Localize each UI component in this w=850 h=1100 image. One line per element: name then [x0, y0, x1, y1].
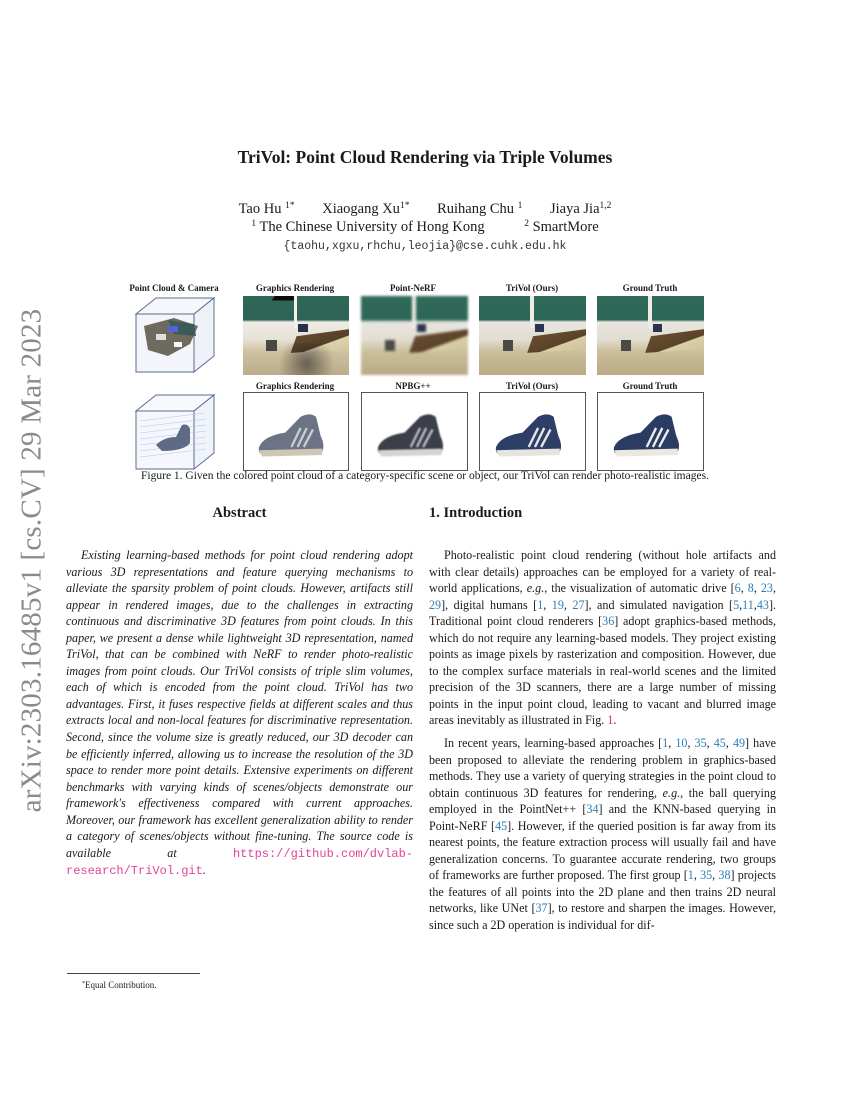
citation-link[interactable]: 37	[535, 901, 548, 916]
citation-link[interactable]: 49	[732, 736, 746, 751]
body-text: .	[613, 713, 617, 728]
arxiv-stamp	[12, 287, 52, 833]
figure-reference-link[interactable]: 1	[607, 713, 614, 728]
graphics-rendering-shoe-image	[243, 392, 349, 471]
body-text: ] adopt graphics-based methods, which do not require any learning-based models. They project existing points as image pixels by rasterization and composition. However, due to the complex surface materials in real-world scenes and the limited precision of the 3D scanners, there are a large number of missing points in the input point cloud, leading to vacant and blurred image areas inevitably as illustrated in Fig.	[429, 614, 776, 728]
affiliation-list	[0, 219, 850, 236]
ground-truth-scene-image	[597, 296, 704, 375]
body-text: ] have been proposed to alleviate the rendering problem in graphics-based methods. They use a variety of querying strategies in the point cloud to obtain continuous 3D features for rendering,	[429, 736, 776, 800]
body-text: ]. Traditional point cloud renderers [	[429, 597, 777, 629]
author: Xiaogang $Xu^{1*}$	[322, 201, 410, 217]
figure-label: Graphics Rendering	[255, 283, 335, 293]
point-cloud-shoe-cube	[134, 393, 216, 471]
body-text: ,	[740, 581, 748, 596]
citation-link[interactable]: 36	[602, 614, 615, 629]
paper-title: TriVol: Point Cloud Rendering via Triple Volumes	[237, 147, 613, 167]
body-text: ] projects the features of all points into the 2D plane and then trains 2D neural networks, like UNet [	[429, 868, 777, 916]
affiliation: $^2$ SmartMore	[524, 219, 599, 235]
body-text: ,	[687, 736, 695, 751]
footnote: *Equal Contribution.	[82, 980, 157, 990]
ground-truth-shoe-image	[597, 392, 704, 471]
citation-link[interactable]: 1	[537, 597, 544, 612]
abstract-heading: Abstract	[212, 505, 267, 521]
body-text: ] and the KNN-based querying in Point-NeRF [	[429, 802, 776, 833]
introduction-heading: 1. Introduction	[429, 505, 523, 521]
abstract-text: Existing learning-based methods for point cloud rendering adopt various 3D representations and feature querying mechanisms to alleviate the sparsity problem of point clouds. However, artifacts still appear in rendered images, due to the challenges in extracting continuous and discriminative 3D features from point clouds. In this paper, we present a dense while lightweight 3D representation, named TriVol, that can be combined with NeRF to render photo-realistic images from point clouds. Our TriVol consists of triple slim volumes, each of which is encoded from the point cloud. TriVol has two advantages. First, it fuses respective fields at different scales and thus extracts local and non-local features for discriminative representation. Second, since the volume size is greatly reduced, our 3D decoder can be efficiently inferred, allowing us to increase the resolution of the 3D space to render more point details. Extensive experiments on different benchmarks with varying kinds of scenes/objects demonstrate our framework's effectiveness compared with current approaches. Moreover, our framework has excellent generalization ability to render a category of scenes/objects without fine-tuning. The source code is available at https://github.com/dvlab-research/TriVol.git.	[66, 548, 413, 879]
author: Ruihang Chu $^1$	[437, 201, 523, 217]
body-text: ,	[563, 597, 573, 612]
figure-label: TriVol (Ours)	[505, 283, 559, 293]
trivol-shoe-image	[479, 392, 586, 471]
body-text: ,	[753, 597, 757, 612]
citation-link[interactable]: 19	[551, 597, 564, 612]
citation-link[interactable]: 45	[495, 818, 508, 833]
body-text: ]. However, if the queried position is far away from its nearest points, the feature extraction process will usually fail and have generalization concerns. To guarantee accurate rendering, two groups of frameworks are further proposed. The first group [	[429, 818, 776, 883]
body-text: , the ball querying employed in the PointNet++ [	[429, 785, 776, 817]
figure-label: Point Cloud & Camera	[129, 283, 219, 293]
figure-label: Graphics Rendering	[255, 381, 335, 391]
footnote-rule	[67, 973, 200, 974]
figure-label: TriVol (Ours)	[505, 381, 559, 391]
italic-text: e.g.	[526, 581, 545, 596]
body-text: ], digital humans [	[441, 597, 538, 612]
body-text: ,	[725, 736, 733, 751]
body-text: ,	[772, 581, 776, 596]
figure-label: Point-NeRF	[390, 283, 436, 293]
body-text: , the visualization of automatic drive [	[544, 581, 735, 596]
figure-label: Ground Truth	[622, 283, 678, 293]
citation-link[interactable]: 34	[586, 802, 599, 817]
author-emails: {taohu,xgxu,rhchu,leojia}@cse.cuhk.edu.hk	[283, 240, 567, 253]
body-text: ,	[753, 581, 761, 596]
introduction-section	[429, 505, 776, 934]
author: Jiaya Jia$^{1,2}$	[550, 201, 612, 217]
citation-link[interactable]: 8	[747, 581, 754, 596]
graphics-rendering-scene-image	[243, 296, 349, 375]
body-text: Photo-realistic point cloud rendering (without hole artifacts and with clear details) approaches can be employed for a variety of real-world applications,	[429, 548, 776, 596]
body-text: ,	[693, 868, 701, 883]
point-cloud-scene-cube	[134, 296, 216, 374]
body-text: ,	[668, 736, 676, 751]
author-list	[0, 200, 850, 218]
citation-link[interactable]: 27	[572, 597, 585, 612]
figure-label: NPBG++	[395, 381, 431, 391]
italic-text: e.g.	[662, 785, 681, 800]
citation-link[interactable]: 45	[713, 736, 726, 751]
npbg-shoe-image	[361, 392, 468, 471]
author: Tao Hu $^{1*}$	[238, 201, 295, 217]
arxiv-identifier[interactable]: arXiv:2303.16485v1 [cs.CV] 29 Mar 2023	[15, 308, 48, 812]
citation-link[interactable]: 11	[742, 597, 754, 612]
citation-link[interactable]: 1	[662, 736, 669, 751]
citation-link[interactable]: 10	[675, 736, 688, 751]
body-text: ], and simulated navigation [	[584, 597, 734, 612]
citation-link[interactable]: 43	[756, 597, 769, 612]
citation-link[interactable]: 6	[734, 581, 741, 596]
affiliation: $^1$ The Chinese University of Hong Kong	[251, 219, 485, 235]
body-text: ,	[543, 597, 552, 612]
citation-link[interactable]: 1	[687, 868, 694, 883]
body-text: ,	[712, 868, 719, 883]
body-text: ], to restore and sharpen the images. However, since such a 2D operation is individual for dif-	[429, 901, 776, 933]
abstract-section	[66, 505, 413, 880]
figure-label: Ground Truth	[622, 381, 678, 391]
trivol-scene-image	[479, 296, 586, 375]
citation-link[interactable]: 5	[733, 597, 740, 612]
citation-link[interactable]: 38	[718, 868, 731, 883]
figure-caption: Figure 1. Given the colored point cloud of a category-specific scene or object, our TriVol can render photo-realistic images.	[141, 470, 709, 482]
citation-link[interactable]: 35	[700, 868, 713, 883]
body-text: ,	[706, 736, 714, 751]
source-code-link[interactable]: https://github.com/dvlab-research/TriVol.git	[66, 846, 413, 879]
body-text: In recent years, learning-based approaches [	[444, 736, 663, 751]
introduction-paragraph-1	[429, 547, 776, 729]
citation-link[interactable]: 35	[694, 736, 707, 751]
citation-link[interactable]: 23	[760, 581, 773, 596]
introduction-paragraph-2	[429, 735, 776, 934]
point-nerf-scene-image	[361, 296, 468, 375]
citation-link[interactable]: 29	[429, 597, 442, 612]
body-text: ,	[739, 597, 743, 612]
